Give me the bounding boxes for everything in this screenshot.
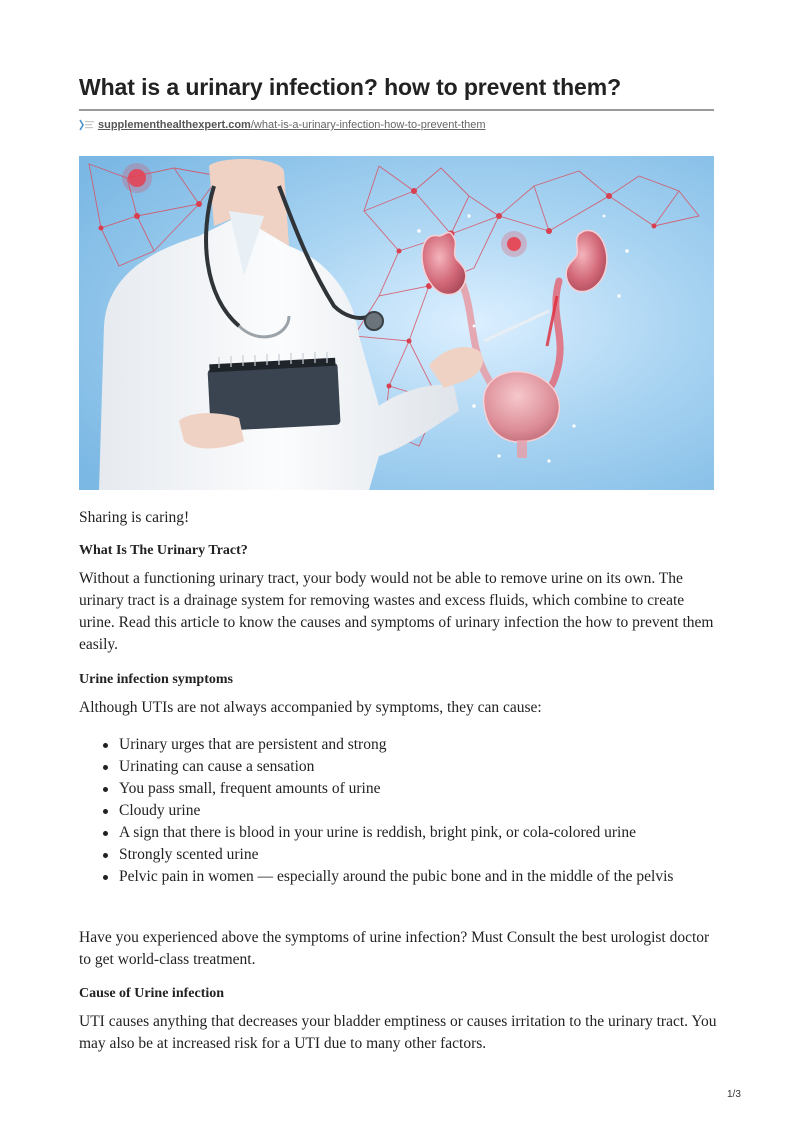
hero-image	[79, 156, 714, 490]
list-item: A sign that there is blood in your urine is reddish, bright pink, or cola-colored urine	[79, 822, 719, 844]
source-domain[interactable]: supplementhealthexpert.com	[98, 119, 251, 131]
sharing-text: Sharing is caring!	[79, 509, 190, 526]
paragraph-consult: Have you experienced above the symptoms of urine infection? Must Consult the best urologist doctor to get world-class treatment.	[79, 929, 710, 968]
page-number: 1/3	[727, 1089, 741, 1100]
list-item: Urinating can cause a sensation	[79, 756, 719, 778]
paragraph-urinary-tract: Without a functioning urinary tract, your body would not be able to remove urine on its own. The urinary tract is a drainage system for removing wastes and excess fluids, which combine to create urine. Read this article to know the causes and symptoms of urinary infection the how to prevent them easily.	[79, 570, 714, 653]
paragraph-cause: UTI causes anything that decreases your bladder emptiness or causes irritation to the urinary tract. You may also be at increased risk for a UTI due to many other factors.	[79, 1013, 717, 1052]
list-item: Pelvic pain in women — especially around the pubic bone and in the middle of the pelvis	[79, 866, 719, 888]
section-heading-urinary-tract: What Is The Urinary Tract?	[79, 543, 248, 558]
section-heading-cause: Cause of Urine infection	[79, 986, 225, 1001]
doctor-kidney-illustration	[79, 156, 714, 490]
section-heading-symptoms: Urine infection symptoms	[79, 672, 233, 687]
list-item: Urinary urges that are persistent and strong	[79, 734, 719, 756]
article-title: What is a urinary infection? how to prevent them?	[79, 74, 622, 100]
title-divider	[79, 109, 714, 111]
list-item: Strongly scented urine	[79, 844, 719, 866]
list-item: You pass small, frequent amounts of urine	[79, 778, 719, 800]
list-item: Cloudy urine	[79, 800, 719, 822]
symptoms-list	[79, 734, 719, 888]
source-link[interactable]	[79, 118, 486, 132]
paragraph-symptoms-intro: Although UTIs are not always accompanied by symptoms, they can cause:	[79, 699, 542, 716]
site-favicon-icon	[79, 118, 95, 132]
source-path[interactable]: /what-is-a-urinary-infection-how-to-prevent-them	[250, 119, 486, 131]
